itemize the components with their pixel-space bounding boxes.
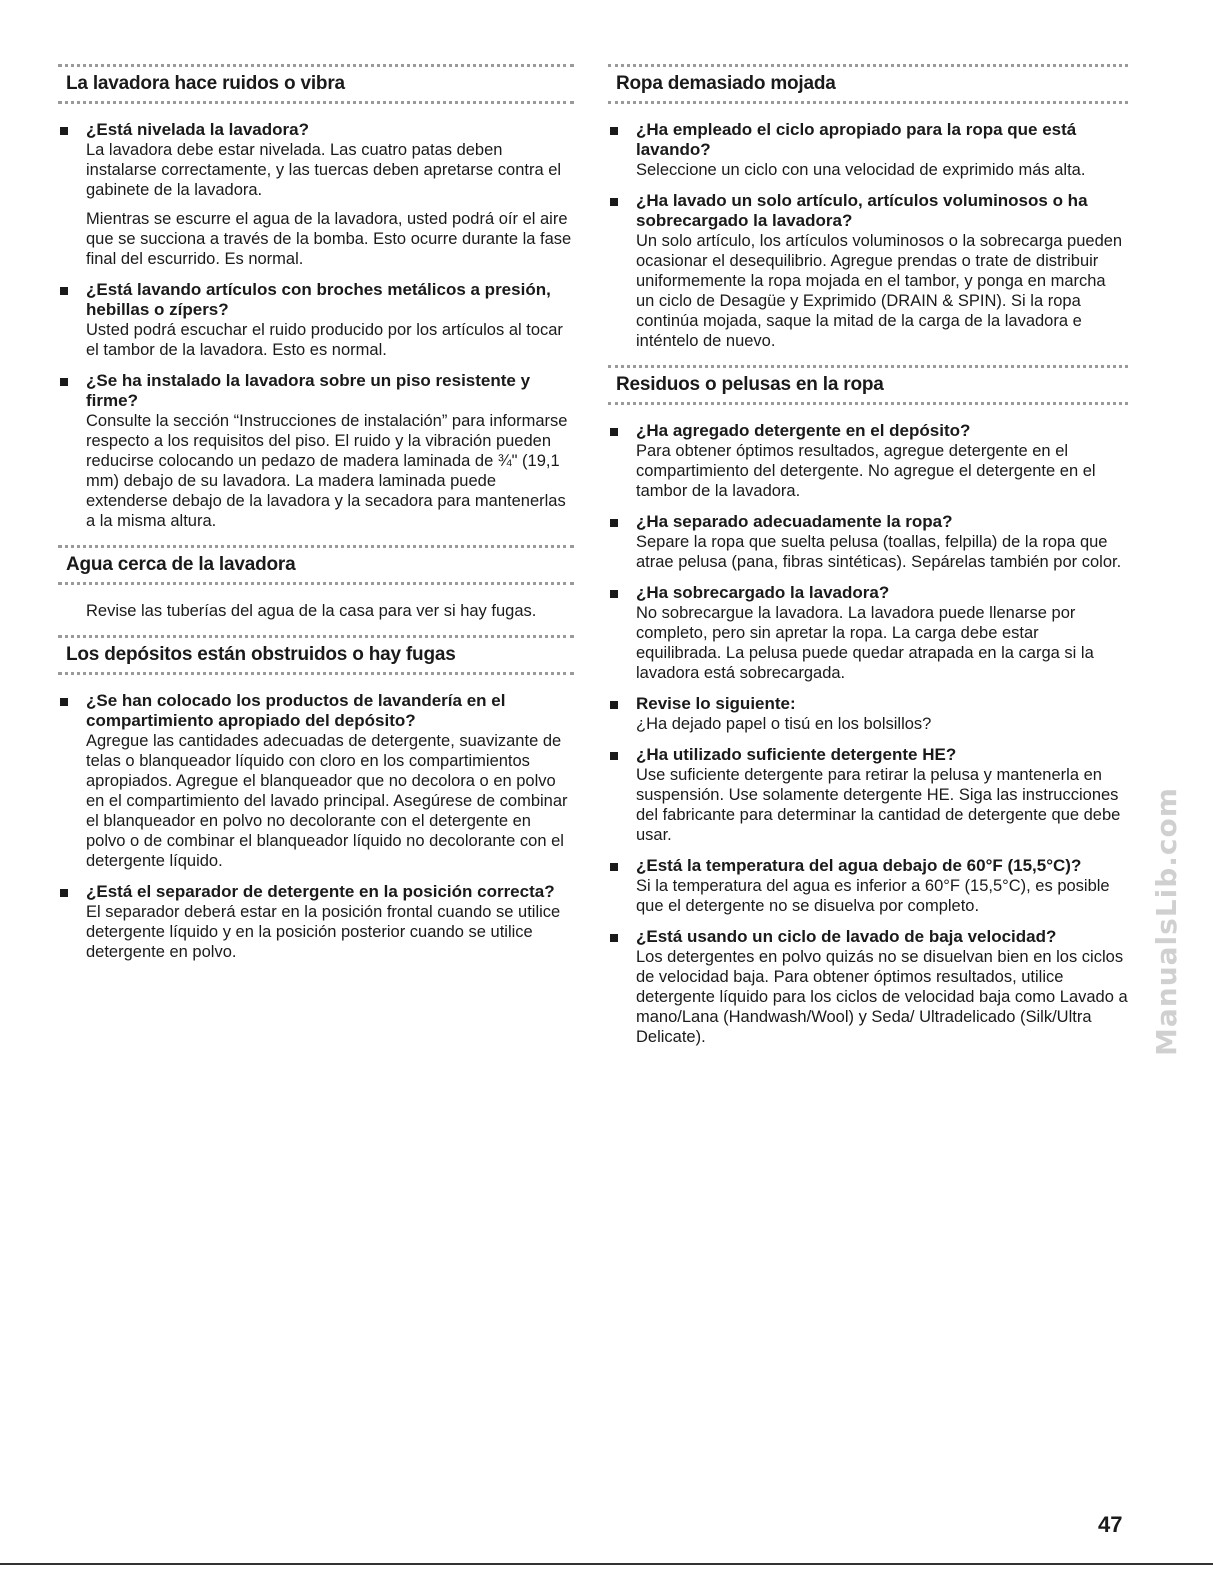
section-rule (58, 635, 574, 638)
section-noise (58, 64, 574, 531)
list-item (608, 120, 1128, 180)
answer: El separador deberá estar en la posición frontal cuando se utilice detergente líquido y en la posición posterior cuando se utilice detergente en polvo. (86, 903, 561, 961)
list-item (608, 745, 1128, 845)
bullet-icon (610, 863, 618, 871)
question: ¿Está el separador de detergente en la posición correcta? (86, 882, 555, 901)
question: ¿Ha empleado el ciclo apropiado para la ropa que está lavando? (636, 120, 1077, 159)
answer: Usted podrá escuchar el ruido producido por los artículos al tocar el tambor de la lavadora. Esto es normal. (86, 321, 563, 359)
question: ¿Ha separado adecuadamente la ropa? (636, 512, 953, 531)
item-list (58, 120, 574, 531)
section-rule (58, 545, 574, 548)
section-dispensers (58, 635, 574, 962)
section-text: Revise las tuberías del agua de la casa para ver si hay fugas. (86, 602, 537, 620)
item-list (58, 691, 574, 962)
bullet-icon (610, 519, 618, 527)
bullet-icon (610, 752, 618, 760)
bullet-icon (60, 698, 68, 706)
bullet-icon (610, 127, 618, 135)
list-item (58, 120, 574, 269)
section-lint (608, 365, 1128, 1047)
answer: ¿Ha dejado papel o tisú en los bolsillos? (636, 715, 932, 733)
list-item (608, 856, 1128, 916)
bullet-icon (60, 127, 68, 135)
section-rule (58, 582, 574, 585)
question: ¿Se ha instalado la lavadora sobre un piso resistente y firme? (86, 371, 531, 410)
answer: Consulte la sección “Instrucciones de instalación” para informarse respecto a los requisitos del piso. El ruido y la vibración pueden reducirse colocando un pedazo de madera laminada de ¾" (19,1 mm) debajo de su lavadora. La madera laminada puede extenderse debajo de la lavadora y la secadora para mantenerlas a la misma altura. (86, 412, 568, 530)
answer: Un solo artículo, los artículos voluminosos o la sobrecarga pueden ocasionar el desequilibrio. Agregue prendas o trate de distribuir uniformemente la ropa mojada en el tambor, y ponga en marcha un ciclo de Desagüe y Exprimido (DRAIN & SPIN). Si la ropa continúa mojada, saque la mitad de la carga de la lavadora e inténtelo de nuevo. (636, 232, 1123, 350)
right-column (608, 64, 1128, 1061)
answer: Si la temperatura del agua es inferior a 60°F (15,5°C), es posible que el detergente no se disuelva por completo. (636, 877, 1110, 915)
question: ¿Ha utilizado suficiente detergente HE? (636, 745, 957, 764)
section-rule (608, 402, 1128, 405)
section-heading: La lavadora hace ruidos o vibra (66, 73, 345, 94)
list-item (608, 191, 1128, 351)
list-item (58, 371, 574, 531)
section-rule (608, 101, 1128, 104)
answer: Use suficiente detergente para retirar la pelusa y mantenerla en suspensión. Use solamente detergente HE. Siga las instrucciones del fabricante para determinar la cantidad de detergente que debe usar. (636, 766, 1121, 844)
section-water (58, 545, 574, 621)
section-heading: Residuos o pelusas en la ropa (616, 374, 884, 395)
bullet-icon (60, 889, 68, 897)
bullet-icon (610, 198, 618, 206)
list-item (608, 512, 1128, 572)
section-rule (58, 672, 574, 675)
section-heading: Agua cerca de la lavadora (66, 554, 296, 575)
item-list (608, 421, 1128, 1047)
question: ¿Ha agregado detergente en el depósito? (636, 421, 971, 440)
list-item (608, 927, 1128, 1047)
list-item (58, 280, 574, 360)
bullet-icon (60, 287, 68, 295)
section-rule (608, 64, 1128, 67)
answer: Seleccione un ciclo con una velocidad de exprimido más alta. (636, 161, 1086, 179)
list-item (608, 421, 1128, 501)
section-rule (58, 101, 574, 104)
section-heading: Los depósitos están obstruidos o hay fugas (66, 644, 456, 665)
bullet-icon (610, 428, 618, 436)
section-heading: Ropa demasiado mojada (616, 73, 836, 94)
item-list (608, 120, 1128, 351)
bottom-rule (0, 1563, 1213, 1565)
bullet-icon (60, 378, 68, 386)
question: ¿Está lavando artículos con broches metálicos a presión, hebillas o zípers? (86, 280, 551, 319)
answer: Para obtener óptimos resultados, agregue detergente en el compartimiento del detergente. No agregue el detergente en el tambor de la lavadora. (636, 442, 1096, 500)
answer: Agregue las cantidades adecuadas de detergente, suavizante de telas o blanqueador líquido con cloro en los compartimientos apropiados. Agregue el blanqueador que no decolora o en polvo en el compartimiento del lavado principal. Asegúrese de combinar el blanqueador en polvo no decolorante con el detergente en polvo o de combinar el blanqueador líquido no decolorante con el detergente líquido. (86, 732, 568, 870)
bullet-icon (610, 590, 618, 598)
list-item (608, 583, 1128, 683)
watermark: ManualsLib.com (1150, 787, 1183, 1056)
page-number: 47 (1098, 1512, 1123, 1537)
list-item (58, 882, 574, 962)
answer: No sobrecargue la lavadora. La lavadora puede llenarse por completo, pero sin apretar la ropa. La carga debe estar equilibrada. La pelusa puede quedar atrapada en la carga si la lavadora está sobrecargada. (636, 604, 1094, 682)
question: ¿Ha lavado un solo artículo, artículos voluminosos o ha sobrecargado la lavadora? (636, 191, 1088, 230)
list-item (608, 694, 1128, 734)
section-rule (58, 64, 574, 67)
answer-extra: Mientras se escurre el agua de la lavadora, usted podrá oír el aire que se succiona a través de la bomba. Esto ocurre durante la fase final del escurrido. Es normal. (86, 210, 572, 268)
question: Revise lo siguiente: (636, 694, 796, 713)
question: ¿Ha sobrecargado la lavadora? (636, 583, 890, 602)
question: ¿Está nivelada la lavadora? (86, 120, 309, 139)
answer: La lavadora debe estar nivelada. Las cuatro patas deben instalarse correctamente, y las tuercas deben apretarse contra el gabinete de la lavadora. (86, 141, 562, 199)
left-column (58, 64, 574, 976)
question: ¿Se han colocado los productos de lavandería en el compartimiento apropiado del depósito? (86, 691, 506, 730)
question: ¿Está la temperatura del agua debajo de 60°F (15,5°C)? (636, 856, 1082, 875)
section-wet-clothes (608, 64, 1128, 351)
answer: Los detergentes en polvo quizás no se disuelvan bien en los ciclos de velocidad baja. Para obtener óptimos resultados, utilice detergente líquido para los ciclos de velocidad baja como Lavado a mano/Lana (Handwash/Wool) y Seda/ Ultradelicado (Silk/Ultra Delicate). (636, 948, 1128, 1046)
section-rule (608, 365, 1128, 368)
question: ¿Está usando un ciclo de lavado de baja velocidad? (636, 927, 1057, 946)
list-item (58, 691, 574, 871)
bullet-icon (610, 701, 618, 709)
bullet-icon (610, 934, 618, 942)
answer: Separe la ropa que suelta pelusa (toallas, felpilla) de la ropa que atrae pelusa (pana, fibras sintéticas). Sepárelas también por color. (636, 533, 1122, 571)
